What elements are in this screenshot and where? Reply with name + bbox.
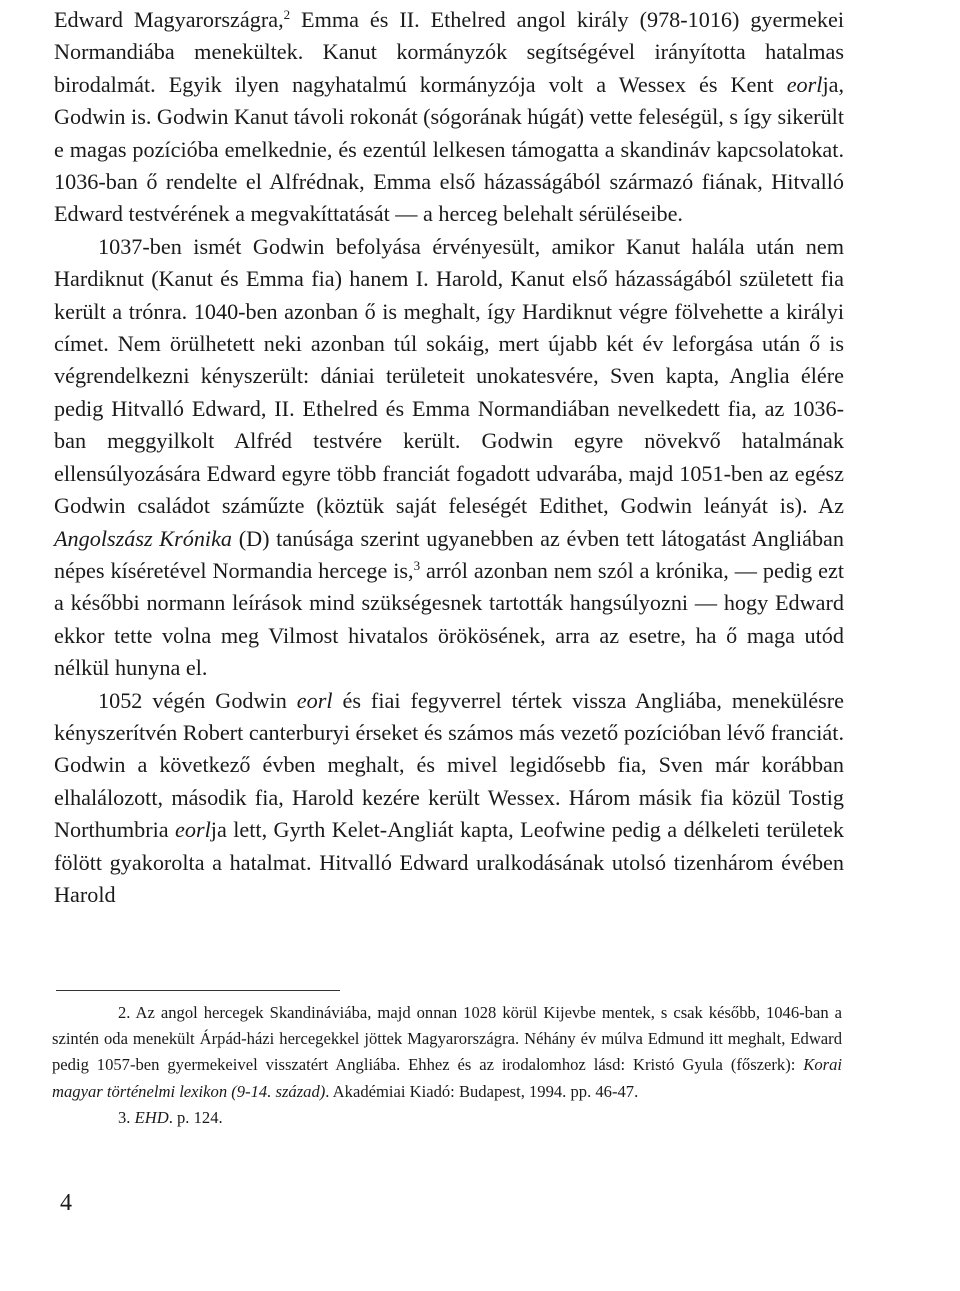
text-segment: Emma és II. Ethelred angol király (978-1016) gyermekei Normandiába menekültek. Kanut kormányzók segítségével irányította hatalmas birodalmát. Egyik ilyen nagyhatalmú kormányzója volt a Wessex és Kent (54, 7, 844, 97)
footnote-ref-2: 2 (283, 7, 291, 22)
text-segment: és fiai fegyverrel tértek vissza Angliába, menekülésre kényszerítvén Robert canterburyi érseket és számos más vezető pozícióban lévő franciát. Godwin a következő évben meghalt, és mivel legidősebb fia, Sven már korábban elhalálozott, második fia, Harold kezére került Wessex. Három másik fia közül Tostig Northumbria (54, 687, 844, 843)
text-segment: 2. Az angol hercegek Skandináviába, majd onnan 1028 körül Kijevbe mentek, s csak később, 1046-ban a szintén oda menekült Árpád-házi hercegekkel jöttek Magyarországra. Néhány év múlva Edmund itt meghalt, Edward pedig 1057-ben gyermekeivel visszatért Angliába. Ehhez és az irodalomhoz lásd: Kristó Gyula (főszerk): (52, 1003, 842, 1075)
italic-title: EHD (134, 1107, 169, 1127)
text-segment: 1052 végén Godwin (98, 687, 297, 713)
text-segment: . Akadémiai Kiadó: Budapest, 1994. pp. 46-47. (325, 1081, 639, 1101)
main-text (54, 4, 844, 911)
text-segment: . p. 124. (168, 1107, 223, 1127)
text-segment: Edward Magyarországra, (54, 7, 284, 32)
text-segment: 3. (118, 1107, 135, 1127)
text-segment: 1037-ben ismét Godwin befolyása érvényesült, amikor Kanut halála után nem Hardiknut (Kanut és Emma fia) hanem I. Harold, Kanut első házasságából született fia került a trónra. 1040-ben azonban ő is meghalt, így Hardiknut végre fölvehette a királyi címet. Nem örülhetett neki azonban túl sokáig, mert újabb két év leforgása után ő is végrendelkezni kényszerült: dániai területeit unokatesvére, Sven kapta, Anglia élére pedig Hitvalló Edward, II. Ethelred és Emma Normandiában nevelkedett fia, az 1036-ban meggyilkolt Alfréd testvére került. Godwin egyre növekvő hatalmának ellensúlyozására Edward egyre több franciát fogadott udvarába, majd 1051-ben az egész Godwin családot száműzte (köztük saját feleségét Edithet, Godwin leányát is). Az (54, 233, 844, 519)
italic-term: eorl (175, 817, 211, 843)
italic-term: eorl (296, 687, 333, 713)
italic-term: eorl (786, 71, 823, 97)
footnote-3 (52, 1105, 842, 1131)
italic-title: Korai magyar történelmi lexikon (9-14. század) (52, 1055, 842, 1101)
text-segment: (D) tanúsága szerint ugyanebben az évben tett látogatást Angliában népes kíséretével Normandia hercege is, (54, 525, 844, 583)
text-segment: ja, Godwin is. Godwin Kanut távoli rokonát (sógorának húgát) vette feleségül, s így sikerült e magas pozícióba emelkednie, és ezentúl lelkesen támogatta a skandináv kapcsolatokat. 1036-ban ő rendelte el Alfrédnak, Emma első házasságából származó fiának, Hitvalló Edward testvérének a megvakíttatását — a herceg belehalt sérüléseibe. (54, 71, 844, 227)
footnote-2 (52, 1000, 842, 1105)
italic-title: Angolszász Krónika (54, 525, 233, 551)
footnote-ref-3: 3 (413, 557, 421, 573)
text-segment: arról azonban nem szól a krónika, — pedig ezt a későbbi normann leírások mind szükségesnek tartották hangsúlyozni — hogy Edward ekkor tette volna meg Vilmost hivatalos örökösének, arra az esetre, ha ő maga utód nélkül hunyna el. (54, 557, 844, 681)
footnotes (52, 1000, 842, 1131)
paragraph-3 (54, 685, 844, 912)
page-number: 4 (60, 1190, 72, 1216)
text-segment: ja lett, Gyrth Kelet-Angliát kapta, Leofwine pedig a délkeleti területek fölött gyakorolta a hatalmat. Hitvalló Edward uralkodásának utolsó tizenhárom évében Harold (54, 817, 844, 907)
footnote-separator (56, 990, 340, 991)
paragraph-1 (54, 4, 844, 231)
paragraph-2 (54, 231, 844, 685)
